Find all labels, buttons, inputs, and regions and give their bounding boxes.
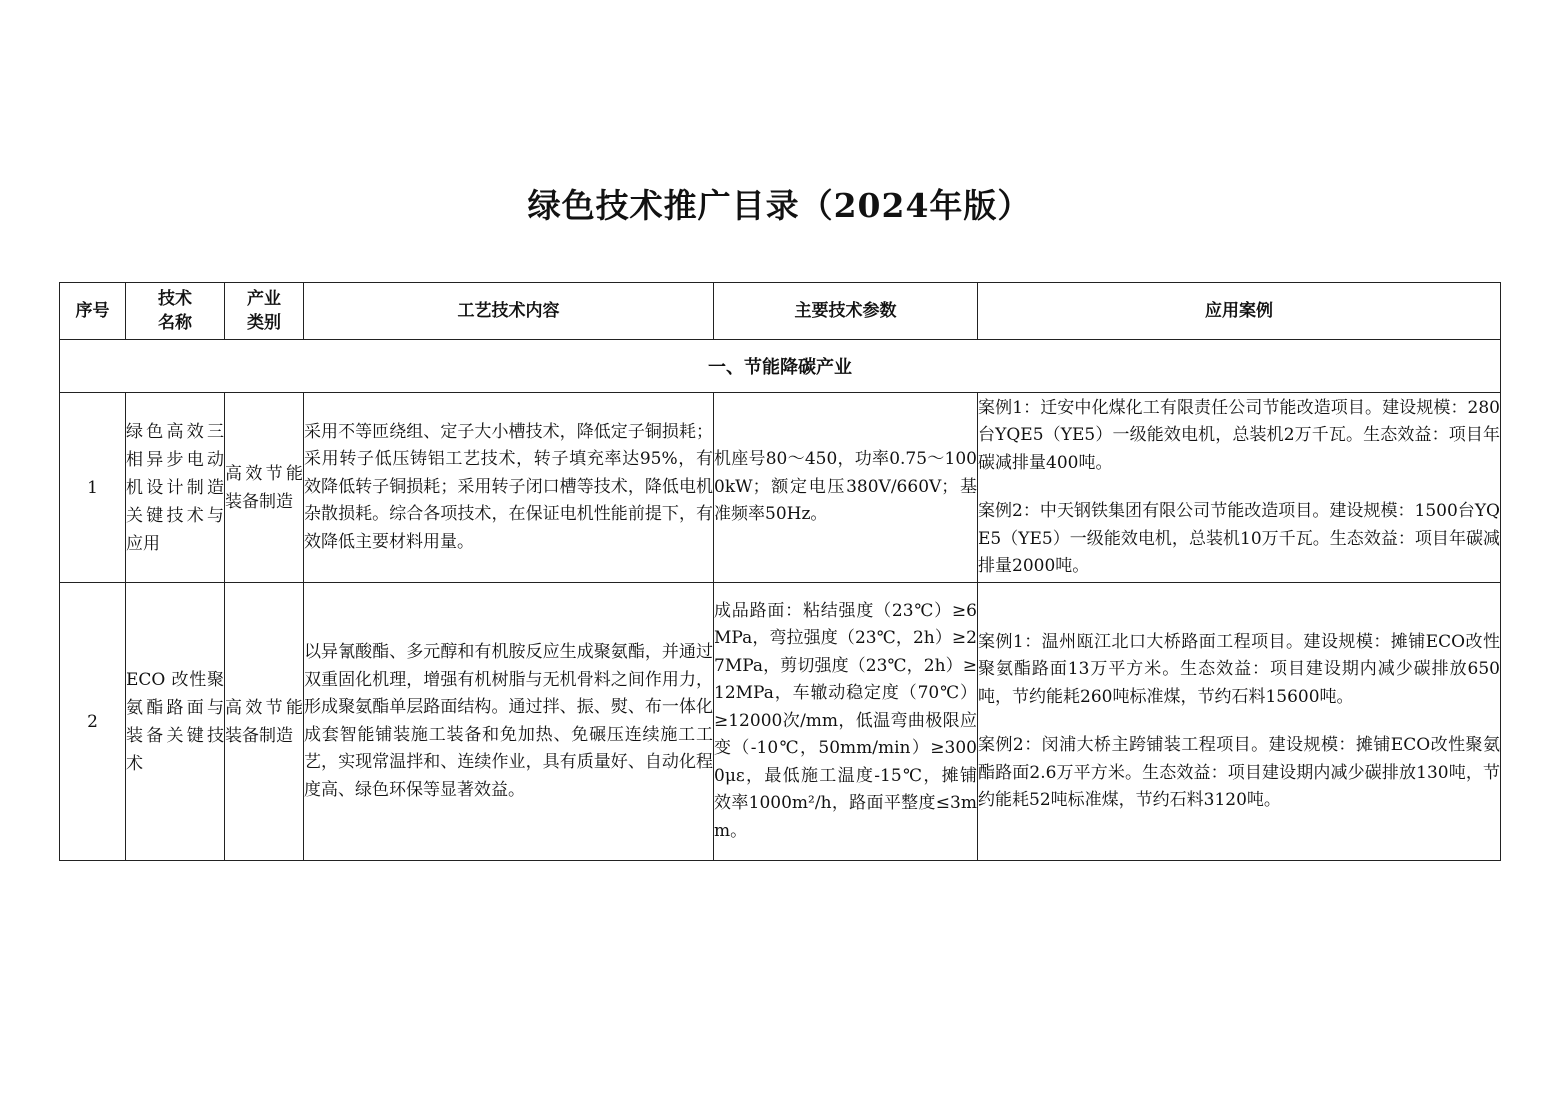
section-title: 一、节能降碳产业 [60, 340, 1501, 393]
header-no: 序号 [60, 283, 126, 340]
header-name-label: 技术名称 [158, 289, 192, 333]
table-row [60, 583, 1501, 861]
case-item: 案例1：温州瓯江北口大桥路面工程项目。建设规模：摊铺ECO改性聚氨酯路面13万平方米。生态效益：项目建设期内减少碳排放650吨，节约能耗260吨标准煤，节约石料15600吨。 [978, 631, 1500, 707]
cell-params: 成品路面：粘结强度（23℃）≥6MPa，弯拉强度（23℃，2h）≥27MPa，剪切强度（23℃，2h）≥12MPa，车辙动稳定度（70℃）≥12000次/mm，低温弯曲极限应变（-10℃，50mm/min）≥3000με，最低施工温度-15℃，摊铺效率1000m²/h，路面平整度≤3mm。 [714, 583, 978, 861]
case-item: 案例1：迁安中化煤化工有限责任公司节能改造项目。建设规模：280台YQE5（YE5）一级能效电机，总装机2万千瓦。生态效益：项目年碳减排量400吨。 [978, 397, 1500, 473]
page-title: 绿色技术推广目录（2024年版） [527, 186, 1032, 225]
section-row [60, 340, 1501, 393]
cell-cases [978, 393, 1501, 583]
cell-cases [978, 583, 1501, 861]
cell-content: 以异氰酸酯、多元醇和有机胺反应生成聚氨酯，并通过双重固化机理，增强有机树脂与无机骨料之间作用力，形成聚氨酯单层路面结构。通过拌、振、熨、布一体化成套智能铺装施工装备和免加热、免碾压连续施工工艺，实现常温拌和、连续作业，具有质量好、自动化程度高、绿色环保等显著效益。 [304, 583, 714, 861]
table-row [60, 393, 1501, 583]
header-content: 工艺技术内容 [304, 283, 714, 340]
cell-category: 高效节能装备制造 [225, 583, 304, 861]
header-params: 主要技术参数 [714, 283, 978, 340]
cell-name: 绿色高效三相异步电动机设计制造关键技术与应用 [126, 393, 225, 583]
case-item: 案例2：闵浦大桥主跨铺装工程项目。建设规模：摊铺ECO改性聚氨酯路面2.6万平方米。生态效益：项目建设期内减少碳排放130吨，节约能耗52吨标准煤，节约石料3120吨。 [978, 735, 1500, 810]
header-cases: 应用案例 [978, 283, 1501, 340]
cell-no: 2 [60, 583, 126, 861]
header-category [225, 283, 304, 340]
cell-no: 1 [60, 393, 126, 583]
header-category-label: 产业类别 [247, 289, 281, 333]
header-name [126, 283, 225, 340]
table-header-row [60, 283, 1501, 340]
cell-params: 机座号80～450，功率0.75～1000kW；额定电压380V/660V；基准频率50Hz。 [714, 393, 978, 583]
technology-catalog-table [59, 282, 1501, 861]
case-item: 案例2：中天钢铁集团有限公司节能改造项目。建设规模：1500台YQE5（YE5）一级能效电机，总装机10万千瓦。生态效益：项目年碳减排量2000吨。 [978, 501, 1500, 576]
cell-content: 采用不等匝绕组、定子大小槽技术，降低定子铜损耗；采用转子低压铸铝工艺技术，转子填充率达95%，有效降低转子铜损耗；采用转子闭口槽等技术，降低电机杂散损耗。综合各项技术，在保证电机性能前提下，有效降低主要材料用量。 [304, 393, 714, 583]
cell-name: ECO 改性聚氨酯路面与装备关键技术 [126, 583, 225, 861]
cell-category: 高效节能装备制造 [225, 393, 304, 583]
